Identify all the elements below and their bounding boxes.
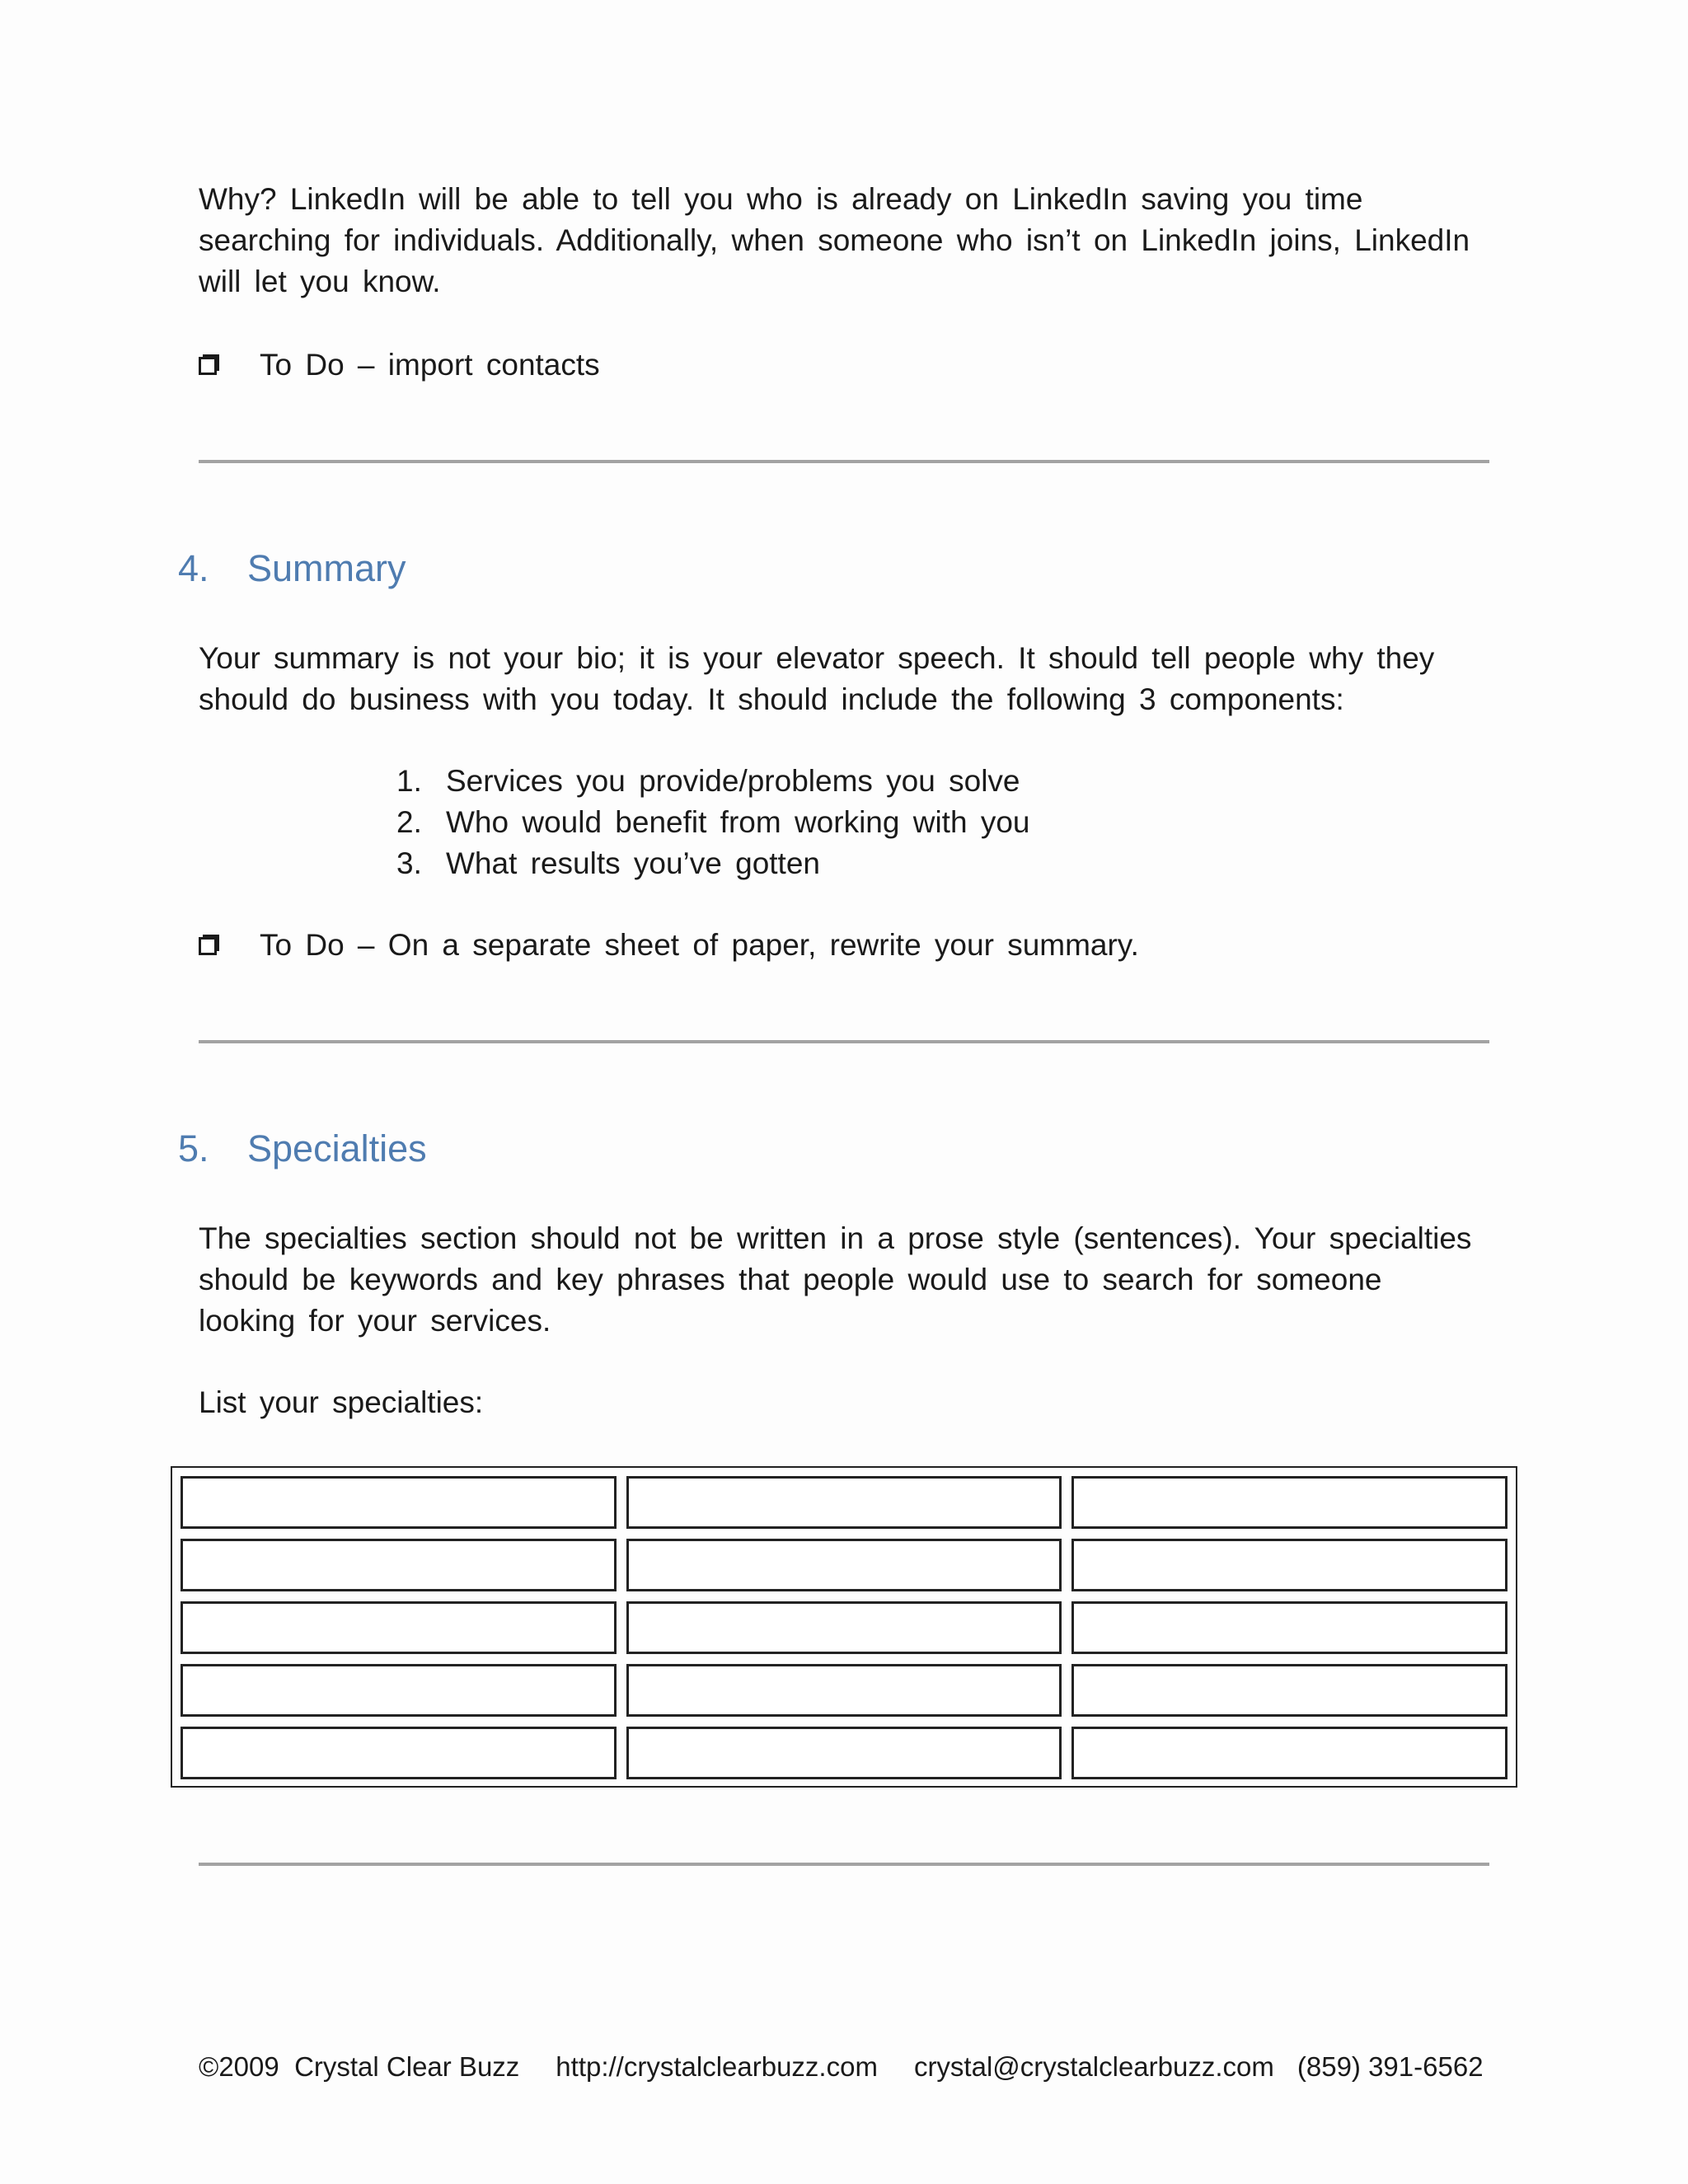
section-heading-specialties [178, 1126, 427, 1172]
specialties-paragraph: The specialties section should not be written in a prose style (sentences). Your specialties should be keywords and key phrases that people would use to search for someone looking for your services. [199, 1221, 1472, 1338]
specialty-input-cell[interactable] [1071, 1727, 1507, 1779]
section-title: Specialties [247, 1127, 427, 1169]
list-text: Who would benefit from working with you [446, 805, 1030, 839]
todo-label: To Do – import contacts [260, 348, 600, 382]
specialty-input-cell[interactable] [626, 1664, 1062, 1717]
specialty-input-cell[interactable] [626, 1476, 1062, 1529]
specialty-input-cell[interactable] [626, 1727, 1062, 1779]
intro-paragraph: Why? LinkedIn will be able to tell you who is already on LinkedIn saving you time searching for individuals. Additionally, when someone who isn’t on LinkedIn joins, LinkedIn will let you know. [199, 182, 1470, 298]
section-heading-summary [178, 546, 406, 592]
specialty-input-cell[interactable] [181, 1539, 617, 1591]
section-number: 4. [178, 547, 209, 589]
list-text: Services you provide/problems you solve [446, 764, 1020, 798]
specialties-table [171, 1466, 1517, 1788]
summary-paragraph: Your summary is not your bio; it is your elevator speech. It should tell people why they should do business with you today. It should include the following 3 components: [199, 641, 1435, 716]
list-number: 1. [396, 764, 422, 798]
section-divider [199, 1863, 1489, 1866]
footer-copyright: ©2009 Crystal Clear Buzz [199, 2051, 520, 2082]
specialty-input-cell[interactable] [181, 1601, 617, 1654]
specialty-input-cell[interactable] [181, 1664, 617, 1717]
section-title: Summary [247, 547, 406, 589]
components-list [396, 761, 1029, 884]
footer-website-link[interactable]: http://crystalclearbuzz.com [556, 2051, 878, 2082]
footer-email-link[interactable]: crystal@crystalclearbuzz.com [913, 2051, 1274, 2082]
list-number: 2. [396, 805, 422, 839]
specialty-input-cell[interactable] [1071, 1476, 1507, 1529]
list-item [396, 761, 1029, 802]
page-footer [199, 2048, 1484, 2086]
specialty-input-cell[interactable] [626, 1601, 1062, 1654]
todo-label: To Do – On a separate sheet of paper, rewrite your summary. [260, 928, 1139, 962]
specialty-input-cell[interactable] [626, 1539, 1062, 1591]
specialty-input-cell[interactable] [1071, 1601, 1507, 1654]
footer-phone: (859) 391-6562 [1296, 2051, 1484, 2082]
specialties-prompt: List your specialties: [199, 1385, 484, 1419]
todo-rewrite-summary[interactable] [199, 925, 1139, 966]
list-text: What results you’ve gotten [446, 846, 820, 880]
checkbox-icon[interactable] [199, 937, 217, 955]
specialty-input-cell[interactable] [181, 1727, 617, 1779]
specialty-input-cell[interactable] [1071, 1664, 1507, 1717]
list-number: 3. [396, 846, 422, 880]
section-number: 5. [178, 1127, 209, 1169]
checkbox-icon[interactable] [199, 357, 217, 375]
specialty-input-cell[interactable] [1071, 1539, 1507, 1591]
list-item [396, 843, 1029, 884]
specialty-input-cell[interactable] [181, 1476, 617, 1529]
section-divider [199, 460, 1489, 463]
section-divider [199, 1040, 1489, 1043]
todo-import-contacts[interactable] [199, 344, 600, 386]
list-item [396, 802, 1029, 843]
